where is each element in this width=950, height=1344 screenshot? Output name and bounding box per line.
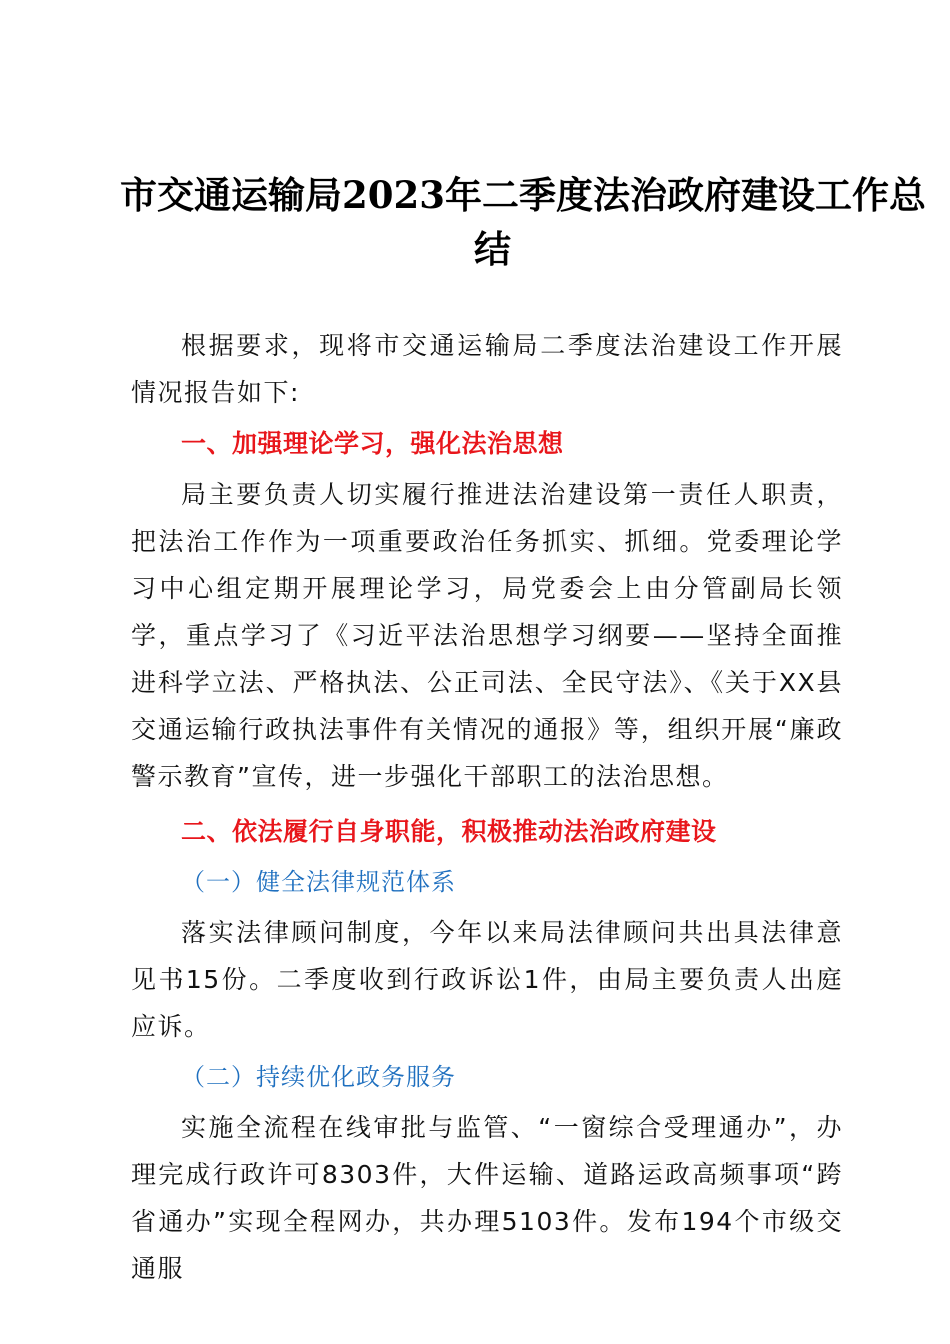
- intro-paragraph: 根据要求，现将市交通运输局二季度法治建设工作开展情况报告如下:: [131, 331, 843, 407]
- document-title-line-1: 市交通运输局2023年二季度法治政府建设工作总: [120, 173, 926, 217]
- section-2-heading: 二、依法履行自身职能，积极推动法治政府建设: [181, 817, 717, 846]
- subsection-1-heading: （一）健全法律规范体系: [181, 868, 456, 896]
- subsection-2-heading: （二）持续优化政务服务: [181, 1063, 456, 1091]
- document-title-line-2: 结: [474, 227, 511, 271]
- section-1-paragraph: 局主要负责人切实履行推进法治建设第一责任人职责，把法治工作作为一项重要政治任务抓实、抓细。党委理论学习中心组定期开展理论学习，局党委会上由分管副局长领学，重点学习了《习近平法治思想学习纲要——坚持全面推进科学立法、严格执法、公正司法、全民守法》、《关于XX县交通运输行政执法事件有关情况的通报》等，组织开展“廉政警示教育”宣传，进一步强化干部职工的法治思想。: [131, 480, 843, 791]
- subsection-1-paragraph: 落实法律顾问制度，今年以来局法律顾问共出具法律意见书15份。二季度收到行政诉讼1件，由局主要负责人出庭应诉。: [131, 918, 843, 1041]
- document-body: [131, 322, 843, 1292]
- subsection-2-paragraph: 实施全流程在线审批与监管、“一窗综合受理通办”，办理完成行政许可8303件，大件运输、道路运政高频事项“跨省通办”实现全程网办，共办理5103件。发布194个市级交通服: [131, 1113, 843, 1283]
- document-title: [120, 168, 926, 276]
- section-1-heading: 一、加强理论学习，强化法治思想: [181, 429, 564, 458]
